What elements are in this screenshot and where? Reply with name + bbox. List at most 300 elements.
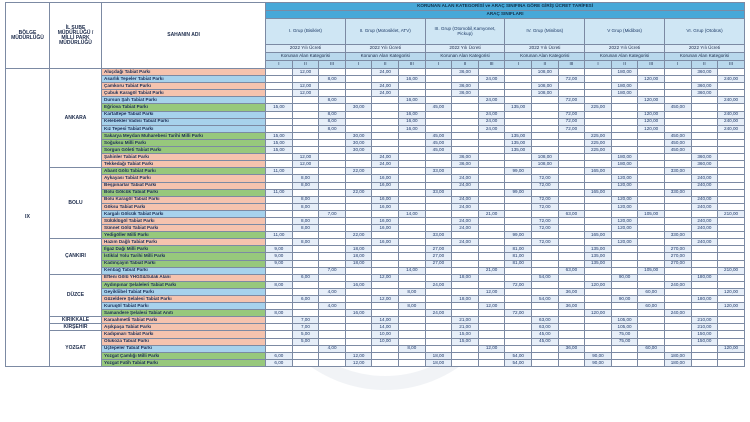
fee-cell [425,154,452,161]
fee-cell: 450,00 [664,132,691,139]
fee-cell: 330,00 [664,232,691,239]
fee-cell [558,196,585,203]
fee-cell: 24,00 [372,69,399,76]
fee-cell [478,168,505,175]
fee-cell [638,281,665,288]
fee-cell [292,210,319,217]
fee-cell [532,253,559,260]
fee-cell: 240,00 [691,239,718,246]
fee-cell: 180,00 [691,274,718,281]
fee-cell [319,182,346,189]
fee-cell [585,196,612,203]
fee-cell [585,303,612,310]
fee-cell [691,210,718,217]
fee-cell [611,104,638,111]
fee-cell: 18,00 [345,246,372,253]
fee-cell: 240,00 [718,97,745,104]
fee-cell [558,317,585,324]
fee-cell [372,125,399,132]
fee-cell: 8,00 [399,345,426,352]
fee-cell [611,76,638,83]
site-name: İstiklal Yolu Tarihi Milli Parkı [102,253,266,260]
table-row [6,175,745,182]
fee-cell [505,83,532,90]
fee-cell [478,217,505,224]
fee-cell: 90,00 [585,352,612,359]
site-name: Göksu Tabiat Parkı [102,203,266,210]
fee-cell: 120,00 [611,217,638,224]
fee-cell [718,253,745,260]
fee-cell [452,168,479,175]
fee-cell [372,76,399,83]
table-row [6,331,745,338]
fee-cell: 16,00 [399,118,426,125]
fee-cell [425,317,452,324]
fee-cell [718,175,745,182]
fee-cell [558,104,585,111]
fee-cell: 105,00 [611,317,638,324]
fee-cell: 225,00 [585,139,612,146]
fee-cell: 360,00 [691,83,718,90]
fee-cell [505,210,532,217]
fee-cell: 12,00 [292,154,319,161]
fee-cell: 72,00 [558,125,585,132]
fee-cell [611,232,638,239]
fee-cell: 240,00 [691,217,718,224]
table-row [6,217,745,224]
fee-cell [399,274,426,281]
fee-cell [638,132,665,139]
category-label: Korunan Alan Kategorisi [345,53,425,61]
branch-cell: DÜZCE [50,274,102,317]
site-name: Kız Tepesi Tabiat Parkı [102,125,266,132]
fee-cell [372,267,399,274]
fee-cell: 10,00 [372,331,399,338]
fee-cell: 7,00 [292,324,319,331]
fee-cell [532,246,559,253]
fee-cell [319,281,346,288]
fee-cell [372,310,399,317]
group-header: II. Grup (Motosiklet, ATV) [345,19,425,45]
fee-cell [585,76,612,83]
fee-cell [664,338,691,345]
fee-cell: 36,00 [452,161,479,168]
fee-cell [319,139,346,146]
fee-cell [664,76,691,83]
fee-cell: 16,00 [372,225,399,232]
fee-cell [266,97,293,104]
fee-cell: 33,00 [425,232,452,239]
table-row [6,288,745,295]
fee-cell: 120,00 [638,76,665,83]
fee-cell [292,76,319,83]
fee-cell [638,90,665,97]
fee-cell: 16,00 [399,111,426,118]
fee-cell [691,303,718,310]
fee-year-label: 2022 Yılı Ücreti [585,45,665,53]
fee-cell: 45,00 [532,331,559,338]
fee-cell [611,303,638,310]
fee-cell: 36,00 [452,83,479,90]
fee-cell: 330,00 [664,168,691,175]
fee-cell: 33,00 [425,168,452,175]
fee-cell: 81,00 [505,260,532,267]
fee-cell [478,296,505,303]
site-name: Beşpınarlar Tabiat Parkı [102,182,266,189]
fee-cell [558,168,585,175]
fee-cell [425,161,452,168]
fee-cell [611,288,638,295]
fee-cell [638,203,665,210]
fee-cell: 360,00 [691,90,718,97]
fee-cell: 4,00 [319,303,346,310]
fee-cell [585,296,612,303]
fee-cell [266,125,293,132]
fee-cell [585,345,612,352]
fee-cell [718,239,745,246]
fee-cell [691,253,718,260]
fee-cell [266,288,293,295]
fee-cell: 8,00 [319,111,346,118]
site-name: Sülüklügöl Tabiat Parkı [102,217,266,224]
fee-cell [319,253,346,260]
fee-cell: 108,00 [532,83,559,90]
fee-cell: 22,00 [345,232,372,239]
fee-cell [478,317,505,324]
fee-cell [452,260,479,267]
fee-cell: 240,00 [718,118,745,125]
fee-cell [266,196,293,203]
fee-cell [452,147,479,154]
fee-cell [532,125,559,132]
fee-cell: 12,00 [292,83,319,90]
table-row [6,239,745,246]
fee-cell [452,104,479,111]
fee-cell: 450,00 [664,139,691,146]
fee-cell [399,317,426,324]
fee-cell [664,239,691,246]
fee-cell [558,260,585,267]
fee-cell [266,111,293,118]
fee-cell [611,111,638,118]
branch-cell: YOZGAT [50,331,102,366]
fee-cell [425,239,452,246]
fee-cell [319,189,346,196]
fee-cell [292,118,319,125]
fee-cell: 180,00 [611,154,638,161]
fee-cell: 135,00 [505,147,532,154]
fee-cell: 27,00 [425,246,452,253]
fee-cell: 5,00 [292,338,319,345]
fee-cell [638,104,665,111]
fee-cell [372,352,399,359]
fee-year-label: 2022 Yılı Ücreti [664,45,744,53]
fee-cell: 27,00 [425,260,452,267]
table-row [6,303,745,310]
fee-cell: 108,00 [532,154,559,161]
category-label: Korunan Alan Kategorisi [266,53,346,61]
fee-cell [611,359,638,366]
fee-cell [638,260,665,267]
fee-cell [638,161,665,168]
fee-cell [611,260,638,267]
site-name: Karaahmetli Tabiat Parkı [102,317,266,324]
fee-cell: 36,00 [558,288,585,295]
fee-cell [664,161,691,168]
site-name: Geyikliibel Tabiat Parkı [102,288,266,295]
fee-cell: 240,00 [718,76,745,83]
fee-cell [478,324,505,331]
fee-cell [505,154,532,161]
fee-cell [292,189,319,196]
table-row [6,225,745,232]
site-name: Bolu Gölcük Tabiat Parkı [102,189,266,196]
fee-cell [691,132,718,139]
fee-cell [345,217,372,224]
fee-cell [266,154,293,161]
fee-cell: 90,00 [611,274,638,281]
table-row [6,147,745,154]
fee-cell [611,352,638,359]
fee-cell: 72,00 [558,111,585,118]
fee-cell [478,274,505,281]
fee-cell [266,317,293,324]
fee-cell [478,253,505,260]
fee-cell [664,182,691,189]
fee-cell [664,118,691,125]
fee-cell [638,147,665,154]
fee-cell [399,310,426,317]
fee-cell [638,352,665,359]
fee-cell [638,324,665,331]
fee-cell [319,161,346,168]
fee-cell [718,154,745,161]
fee-cell [664,288,691,295]
fee-cell [478,154,505,161]
fee-cell [372,359,399,366]
fee-cell [638,69,665,76]
fee-year-label: 2022 Yılı Ücreti [345,45,425,53]
fee-cell [425,345,452,352]
fee-cell [505,175,532,182]
fee-cell: 12,00 [372,296,399,303]
fee-cell [718,352,745,359]
fee-cell: 99,00 [505,189,532,196]
fee-cell: 24,00 [452,217,479,224]
fee-cell [718,104,745,111]
fee-cell [638,331,665,338]
fee-cell [345,76,372,83]
site-name: Aydınpınar Şelaleleri Tabiat Parkı [102,281,266,288]
fee-cell: 24,00 [452,203,479,210]
fee-cell [425,196,452,203]
fee-cell [319,310,346,317]
fee-cell [611,189,638,196]
fee-cell [478,246,505,253]
fee-cell [664,331,691,338]
table-row [6,310,745,317]
fee-cell: 9,00 [266,253,293,260]
fee-cell [505,267,532,274]
fee-cell [319,132,346,139]
fee-cell: 24,00 [452,182,479,189]
fee-cell [532,104,559,111]
fee-cell [532,352,559,359]
fee-cell: 150,00 [691,338,718,345]
fee-cell: 24,00 [425,310,452,317]
fee-cell: 36,00 [558,303,585,310]
fee-cell [319,147,346,154]
fee-cell: 180,00 [691,296,718,303]
site-name: Kenbağ Tabiat Parkı [102,267,266,274]
fee-cell: 120,00 [638,118,665,125]
fee-cell [345,288,372,295]
fee-cell: 63,00 [532,324,559,331]
fee-cell: 8,00 [266,281,293,288]
fee-cell [664,90,691,97]
fee-cell [452,125,479,132]
fee-cell [505,90,532,97]
fee-cell [452,352,479,359]
fee-cell: 14,00 [372,317,399,324]
fee-cell [292,104,319,111]
fee-cell [638,239,665,246]
site-name: Bolu Karagöl Tabiat Parkı [102,196,266,203]
fee-cell: 7,00 [292,317,319,324]
fee-cell [319,104,346,111]
fee-cell: 12,00 [478,288,505,295]
fee-cell [399,359,426,366]
fee-cell: 8,00 [292,196,319,203]
fee-cell [345,154,372,161]
table-row [6,76,745,83]
fee-cell: 210,00 [718,267,745,274]
category-col-header: I [505,61,532,69]
fee-cell [585,338,612,345]
fee-cell [718,274,745,281]
fee-cell [478,260,505,267]
fee-cell [505,296,532,303]
fee-cell: 22,00 [345,168,372,175]
fee-cell [532,189,559,196]
fee-cell: 60,00 [638,288,665,295]
fee-cell [532,139,559,146]
fee-cell [532,310,559,317]
fee-cell [292,232,319,239]
table-row [6,189,745,196]
fee-cell [399,253,426,260]
fee-cell [345,111,372,118]
fee-cell [345,296,372,303]
fee-cell: 11,00 [266,232,293,239]
fee-cell [611,132,638,139]
fee-cell [266,338,293,345]
fee-cell: 24,00 [372,90,399,97]
site-name: Aykayası Tabiat Parkı [102,175,266,182]
fee-cell: 18,00 [425,352,452,359]
fee-year-label: 2022 Yılı Ücreti [266,45,346,53]
fee-cell [478,352,505,359]
fee-cell [611,139,638,146]
site-name: Güzeldere Şelalesi Tabiat Parkı [102,296,266,303]
fee-cell: 21,00 [452,317,479,324]
fee-cell: 120,00 [718,303,745,310]
fee-cell [319,331,346,338]
site-name: Çubuk Karagöl Tabiat Parkı [102,90,266,97]
fee-cell: 240,00 [718,125,745,132]
fee-cell: 165,00 [585,168,612,175]
fee-cell [345,225,372,232]
fee-cell [478,338,505,345]
fee-cell [345,90,372,97]
fee-cell [452,303,479,310]
fee-cell [718,246,745,253]
fee-cell [399,281,426,288]
fee-cell: 24,00 [452,196,479,203]
fee-cell [372,246,399,253]
fee-cell [399,161,426,168]
fee-cell [558,281,585,288]
fee-cell: 16,00 [399,125,426,132]
fee-cell [505,97,532,104]
fee-cell [532,345,559,352]
fee-cell: 22,00 [345,189,372,196]
site-name: Kuruqöl Tabiat Parkı [102,303,266,310]
fee-cell [718,196,745,203]
fee-cell: 240,00 [664,281,691,288]
fee-cell [718,232,745,239]
fee-cell: 120,00 [611,182,638,189]
fee-cell: 72,00 [532,175,559,182]
fee-cell [266,239,293,246]
fee-cell [558,352,585,359]
fee-cell [718,189,745,196]
fee-cell: 54,00 [532,296,559,303]
fee-cell: 240,00 [718,111,745,118]
fee-cell: 15,00 [452,338,479,345]
site-name: Hazım Dağlı Tabiat Parkı [102,239,266,246]
fee-cell [345,303,372,310]
fee-cell [664,225,691,232]
table-row [6,253,745,260]
fee-cell: 360,00 [691,154,718,161]
fee-cell [425,267,452,274]
fee-cell [478,359,505,366]
fee-cell [478,196,505,203]
fee-cell: 135,00 [585,246,612,253]
fee-cell: 24,00 [478,118,505,125]
fee-cell [691,310,718,317]
category-label: Korunan Alan Kategorisi [505,53,585,61]
fee-cell [319,338,346,345]
table-row [6,132,745,139]
fee-cell: 270,00 [664,260,691,267]
fee-cell [611,125,638,132]
fee-cell [292,288,319,295]
fee-cell [505,288,532,295]
fee-cell [399,104,426,111]
fee-cell [611,210,638,217]
fee-cell: 240,00 [664,310,691,317]
fee-cell [611,267,638,274]
fee-cell: 21,00 [452,324,479,331]
fee-cell [345,175,372,182]
fee-cell [478,132,505,139]
fee-cell [452,76,479,83]
fee-cell [718,139,745,146]
fee-cell [372,118,399,125]
table-header [6,3,745,69]
